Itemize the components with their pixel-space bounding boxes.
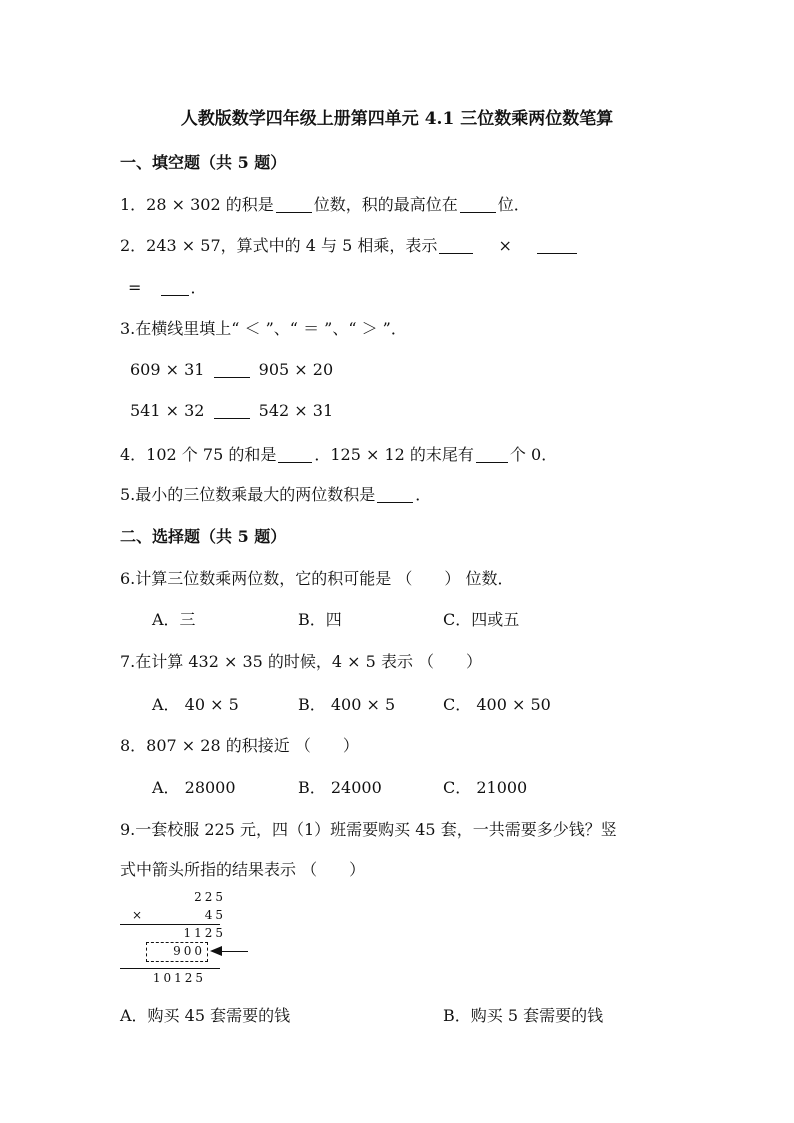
question-7 — [120, 649, 482, 672]
q1-blank-2[interactable] — [460, 196, 496, 213]
section-heading-fill-blank: 一、填空题（共 5 题） — [120, 153, 287, 172]
q1-text-c: 位． — [497, 195, 530, 214]
q8-option-b[interactable]: B． 24000 — [298, 778, 382, 797]
question-8 — [120, 733, 359, 756]
question-4 — [120, 442, 557, 465]
calc-multiplier: 45 — [204, 908, 226, 922]
q2-blank-3[interactable] — [161, 279, 189, 296]
q3-row1-left: 609 × 31 — [130, 360, 205, 379]
q5-blank[interactable] — [377, 486, 413, 503]
q4-blank-1[interactable] — [278, 446, 312, 463]
q9-option-a[interactable]: A．购买 45 套需要的钱 — [120, 1006, 291, 1025]
question-9-line-1: 9.一套校服 225 元，四（1）班需要购买 45 套，一共需要多少钱？竖 — [120, 820, 617, 839]
q4-text-b: ．125 × 12 的末尾有 — [314, 445, 474, 464]
q2-times-sign: × — [498, 236, 512, 255]
vertical-multiplication — [120, 888, 250, 988]
q2-equals-sign: = — [128, 278, 142, 297]
q1-text-b: 位数，积的最高位在 — [313, 195, 458, 214]
q8-option-c[interactable]: C． 21000 — [443, 778, 528, 797]
q7-answer-paren[interactable]: （ ） — [418, 652, 483, 671]
q1-text-a: 1．28 × 302 的积是 — [120, 195, 274, 214]
q4-blank-2[interactable] — [476, 446, 508, 463]
q3-row-1 — [130, 360, 333, 379]
q5-end: ． — [415, 485, 432, 504]
section-heading-multiple-choice: 二、选择题（共 5 题） — [120, 527, 287, 546]
q8-option-a[interactable]: A． 28000 — [152, 778, 236, 797]
q6-stem: 6.计算三位数乘两位数，它的积可能是 — [120, 569, 392, 588]
arrow-shaft — [220, 951, 248, 952]
q3-blank-2[interactable] — [214, 402, 250, 419]
calc-line-2 — [120, 968, 220, 969]
q6-option-a[interactable]: A．三 — [152, 610, 196, 629]
q3-row2-right: 542 × 31 — [258, 401, 334, 420]
q9-option-b[interactable]: B．购买 5 套需要的钱 — [443, 1006, 604, 1025]
calc-multiplicand: 225 — [194, 890, 226, 904]
q6-tail: 位数． — [465, 569, 514, 588]
q3-blank-1[interactable] — [214, 361, 250, 378]
q3-row2-left: 541 × 32 — [130, 401, 205, 420]
q5-text: 5.最小的三位数乘最大的两位数积是 — [120, 485, 376, 504]
q8-stem: 8．807 × 28 的积接近 — [120, 736, 290, 755]
calc-line-1 — [120, 924, 220, 925]
calc-times-sign: × — [132, 908, 146, 922]
calc-partial-product-1: 1125 — [183, 926, 226, 940]
q3-row1-right: 905 × 20 — [258, 360, 334, 379]
q3-row-2 — [130, 401, 333, 420]
q4-text-c: 个 0． — [509, 445, 558, 464]
q6-option-b[interactable]: B．四 — [298, 610, 342, 629]
question-1 — [120, 192, 530, 215]
q8-answer-paren[interactable]: （ ） — [294, 736, 359, 755]
calc-final-product: 10125 — [152, 971, 206, 985]
q2-blank-1[interactable] — [439, 237, 473, 254]
question-6 — [120, 566, 514, 589]
q6-answer-paren[interactable]: （ ） — [396, 569, 461, 588]
question-2-line-2 — [128, 275, 207, 298]
question-9-line-2: 式中箭头所指的结果表示 （ ） — [120, 860, 366, 879]
question-2 — [120, 233, 579, 256]
q7-stem: 7.在计算 432 × 35 的时候，4 × 5 表示 — [120, 652, 413, 671]
q7-option-a[interactable]: A． 40 × 5 — [152, 695, 239, 714]
question-3: 3.在横线里填上“ ＜ ”、“ ＝ ”、“ ＞ ”． — [120, 319, 407, 338]
q2-text: 2．243 × 57，算式中的 4 与 5 相乘，表示 — [120, 236, 438, 255]
q4-text-a: 4．102 个 75 的和是 — [120, 445, 277, 464]
question-5 — [120, 482, 431, 505]
q6-option-c[interactable]: C．四或五 — [443, 610, 520, 629]
q2-blank-2[interactable] — [537, 237, 577, 254]
arrow-icon — [210, 946, 222, 956]
q1-blank-1[interactable] — [276, 196, 312, 213]
calc-partial-product-2: 900 — [173, 944, 205, 958]
q2-end: ． — [190, 278, 207, 297]
q7-option-c[interactable]: C． 400 × 50 — [443, 695, 551, 714]
page-title: 人教版数学四年级上册第四单元 4.1 三位数乘两位数笔算 — [180, 109, 614, 129]
q7-option-b[interactable]: B． 400 × 5 — [298, 695, 396, 714]
